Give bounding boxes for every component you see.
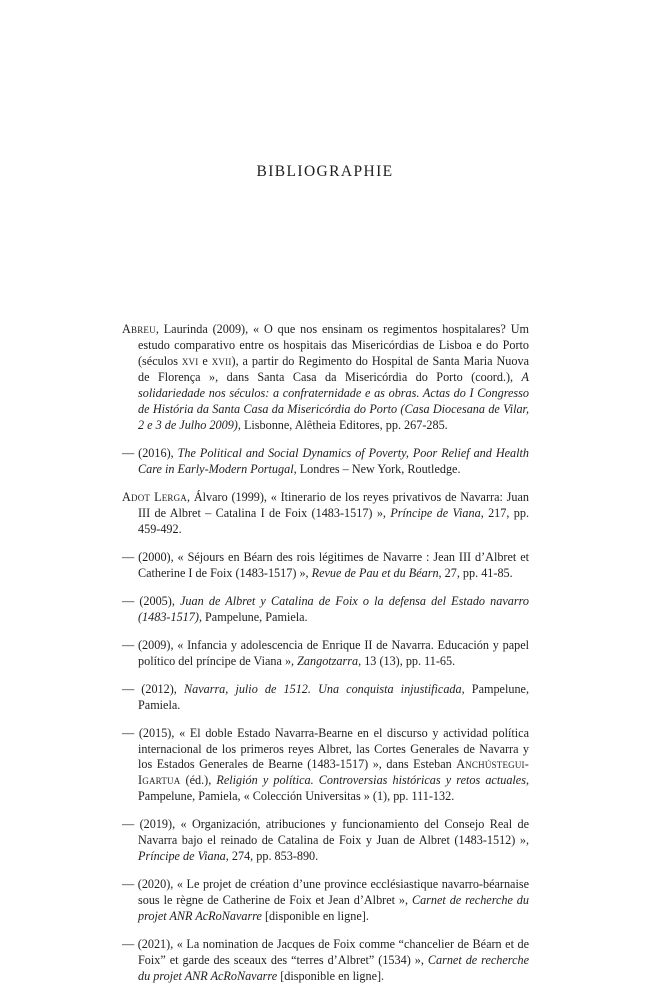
- bibliography-list: [122, 310, 529, 991]
- work-title: Juan de Albret y Catalina de Foix o la defensa del Estado navarro (1483-1517): [138, 593, 529, 624]
- work-title: Navarra, julio de 1512. Una conquista injustificada: [183, 681, 462, 696]
- page-title: BIBLIOGRAPHIE: [256, 163, 394, 180]
- bibliography-entry: Abreu, Laurinda (2009), « O que nos ensinam os regimentos hospitalares? Um estudo comparativo entre os hospitais das Misericórdias de Lisboa e do Porto (séculos xvi e xvii), a partir do Regimento do Hospital de Santa Maria Nuova de Florença », dans Santa Casa da Misericórdia do Porto (coord.), A solidariedade nos séculos: a confraternidade e as obras. Actas do I Congresso de História da Santa Casa da Misericórdia do Porto (Casa Diocesana de Vilar, 2 e 3 de Julho 2009), Lisbonne, Alêtheia Editores, pp. 267-285.: [122, 322, 529, 432]
- work-title: Carnet de recherche du projet ANR AcRoNavarre: [138, 953, 529, 983]
- work-title: Príncipe de Viana: [138, 849, 226, 864]
- work-title: Príncipe de Viana: [390, 505, 481, 520]
- work-title: Religión y política. Controversias históricas y retos actuales: [216, 773, 526, 788]
- bibliography-entry: — (2020), « Le projet de création d’une province ecclésiastique navarro-béarnaise sous le règne de Catherine de Foix et Jean d’Albret », Carnet de recherche du projet ANR AcRoNavarre [disponible en ligne].: [122, 877, 529, 924]
- author-name: Anchústegui-Igartua: [138, 757, 529, 788]
- bibliography-entry: — (2016), The Political and Social Dynamics of Poverty, Poor Relief and Health Care in Early-Modern Portugal, Londres – New York, Routledge.: [122, 445, 529, 476]
- bibliography-entry: — (2009), « Infancia y adolescencia de Enrique II de Navarra. Educación y papel político del príncipe de Viana », Zangotzarra, 13 (13), pp. 11-65.: [122, 637, 529, 668]
- work-title: Revue de Pau et du Béarn: [311, 565, 439, 580]
- author-name: Abreu: [122, 322, 156, 337]
- work-title: Zangotzarra: [297, 653, 359, 668]
- work-title: Carnet de recherche du projet ANR AcRoNavarre: [138, 893, 529, 924]
- author-name: Adot Lerga: [122, 489, 188, 504]
- bibliography-entry: Adot Lerga, Álvaro (1999), « Itinerario de los reyes privativos de Navarra: Juan III de Albret – Catalina I de Foix (1483-1517) », Príncipe de Viana, 217, pp. 459-492.: [122, 489, 529, 536]
- bibliography-entry: — (2015), « El doble Estado Navarra-Bearne en el discurso y actividad política internacional de los primeros reyes Albret, las Cortes Generales de Navarra y los Estados Generales de Bearne (1483-1517) », dans Esteban Anchústegui-Igartua (éd.), Religión y política. Controversias históricas y retos actuales, Pampelune, Pamiela, « Colección Universitas » (1), pp. 111-132.: [122, 725, 529, 804]
- bibliography-entry: — (2005), Juan de Albret y Catalina de Foix o la defensa del Estado navarro (1483-1517), Pampelune, Pamiela.: [122, 593, 529, 624]
- bibliography-entry: — (2012), Navarra, julio de 1512. Una conquista injustificada, Pampelune, Pamiela.: [122, 681, 529, 712]
- work-title: A solidariedade nos séculos: a confraternidade e as obras. Actas do I Congresso de História da Santa Casa da Misericórdia do Porto (Casa Diocesana de Vilar, 2 e 3 de Julho 2009): [138, 369, 529, 432]
- work-title: The Political and Social Dynamics of Poverty, Poor Relief and Health Care in Early-Modern Portugal: [138, 445, 529, 476]
- bibliography-entry: — (2021), « La nomination de Jacques de Foix comme “chancelier de Béarn et de Foix” et garde des sceaux des “terres d’Albret” (1534) », Carnet de recherche du projet ANR AcRoNavarre [disponible en ligne].: [122, 937, 529, 983]
- bibliography-entry: — (2019), « Organización, atribuciones y funcionamiento del Consejo Real de Navarra bajo el reinado de Catalina de Foix y Juan de Albret (1483-1512) », Príncipe de Viana, 274, pp. 853-890.: [122, 817, 529, 864]
- bibliography-entry: — (2000), « Séjours en Béarn des rois légitimes de Navarre : Jean III d’Albret et Catherine I de Foix (1483-1517) », Revue de Pau et du Béarn, 27, pp. 41-85.: [122, 549, 529, 580]
